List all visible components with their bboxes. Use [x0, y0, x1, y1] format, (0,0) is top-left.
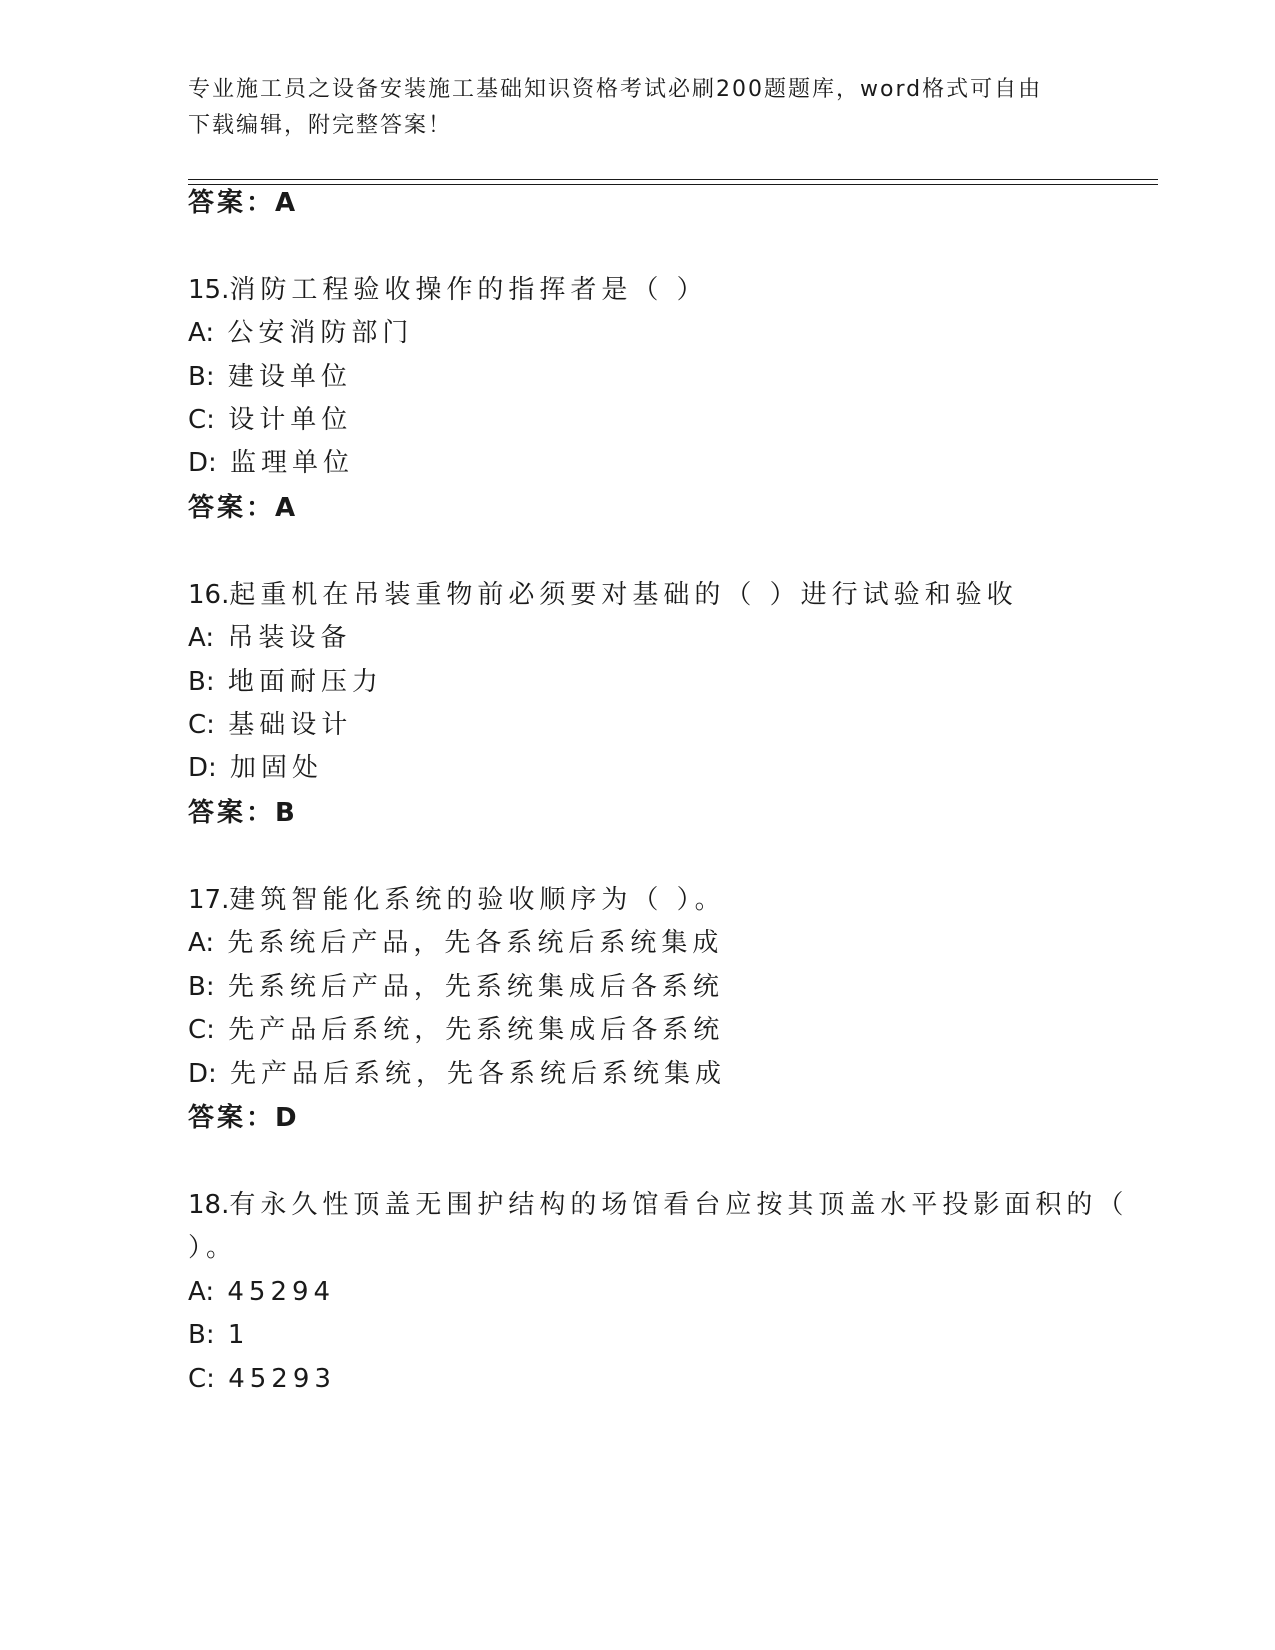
option-key: A: — [188, 623, 215, 653]
option-text: 基础设计 — [228, 710, 353, 740]
option-text: 先系统后产品，先系统集成后各系统 — [227, 972, 724, 1002]
question-16-stem — [188, 578, 1018, 612]
question-15-option-b — [188, 360, 352, 394]
question-18-option-b — [188, 1318, 249, 1352]
question-18-stem — [188, 1188, 1128, 1222]
question-17-option-c — [188, 1013, 724, 1047]
question-17-option-a — [188, 926, 723, 960]
question-15-stem — [188, 273, 708, 307]
option-key: A: — [188, 1277, 215, 1307]
option-key: C: — [188, 1364, 215, 1394]
header-divider-bottom — [188, 184, 1158, 185]
option-key: C: — [188, 710, 215, 740]
document-header — [188, 72, 1088, 144]
question-17-answer: 答案：D — [188, 1103, 300, 1133]
question-18-option-c — [188, 1362, 336, 1396]
option-text: 建设单位 — [227, 362, 352, 392]
question-number: 18. — [188, 1190, 230, 1220]
question-17-option-d — [188, 1057, 726, 1091]
option-key: C: — [188, 405, 215, 435]
option-text: 先产品后系统，先系统集成后各系统 — [228, 1015, 725, 1045]
option-text: 先产品后系统，先各系统后系统集成 — [230, 1059, 727, 1089]
question-number: 16. — [188, 580, 230, 610]
header-divider-top — [188, 179, 1158, 180]
question-18-stem-continued: ）。 — [188, 1233, 238, 1263]
option-key: D: — [188, 448, 217, 478]
question-15-option-c — [188, 403, 352, 437]
question-16-option-c — [188, 708, 352, 742]
question-text: 建筑智能化系统的验收顺序为（ ）。 — [229, 885, 726, 915]
option-key: D: — [188, 753, 217, 783]
question-17-stem — [188, 883, 726, 917]
option-text: 地面耐压力 — [227, 667, 383, 697]
option-text: 公安消防部门 — [227, 318, 414, 348]
question-16-option-b — [188, 665, 383, 699]
question-15-option-d — [188, 446, 354, 480]
option-key: B: — [188, 1320, 215, 1350]
option-text: 45294 — [227, 1277, 336, 1307]
question-text: 起重机在吊装重物前必须要对基础的（ ）进行试验和验收 — [229, 580, 1018, 610]
option-key: B: — [188, 362, 215, 392]
option-key: A: — [188, 928, 215, 958]
question-18-option-a — [188, 1275, 335, 1309]
option-text: 设计单位 — [228, 405, 353, 435]
question-16-option-a — [188, 621, 351, 655]
question-text: 有永久性顶盖无围护结构的场馆看台应按其顶盖水平投影面积的（ — [229, 1190, 1129, 1220]
option-key: C: — [188, 1015, 215, 1045]
option-text: 先系统后产品，先各系统后系统集成 — [227, 928, 724, 958]
answer-line: 答案：A — [188, 188, 299, 218]
option-text: 45293 — [228, 1364, 336, 1394]
option-key: B: — [188, 972, 215, 1002]
option-text: 加固处 — [230, 753, 324, 783]
option-key: D: — [188, 1059, 217, 1089]
option-text: 吊装设备 — [227, 623, 352, 653]
question-text: 消防工程验收操作的指挥者是（ ） — [229, 275, 708, 305]
option-key: A: — [188, 318, 215, 348]
option-text: 监理单位 — [230, 448, 355, 478]
question-17-option-b — [188, 970, 724, 1004]
question-number: 15. — [188, 275, 230, 305]
option-key: B: — [188, 667, 215, 697]
question-15-answer: 答案：A — [188, 493, 299, 523]
header-line-2: 下载编辑，附完整答案！ — [188, 113, 453, 138]
question-16-answer: 答案：B — [188, 798, 298, 828]
question-16-option-d — [188, 751, 323, 785]
question-15-option-a — [188, 316, 413, 350]
header-line-1: 专业施工员之设备安装施工基础知识资格考试必刷200题题库，word格式可自由 — [188, 77, 1043, 102]
option-text: 1 — [227, 1320, 250, 1350]
question-number: 17. — [188, 885, 230, 915]
